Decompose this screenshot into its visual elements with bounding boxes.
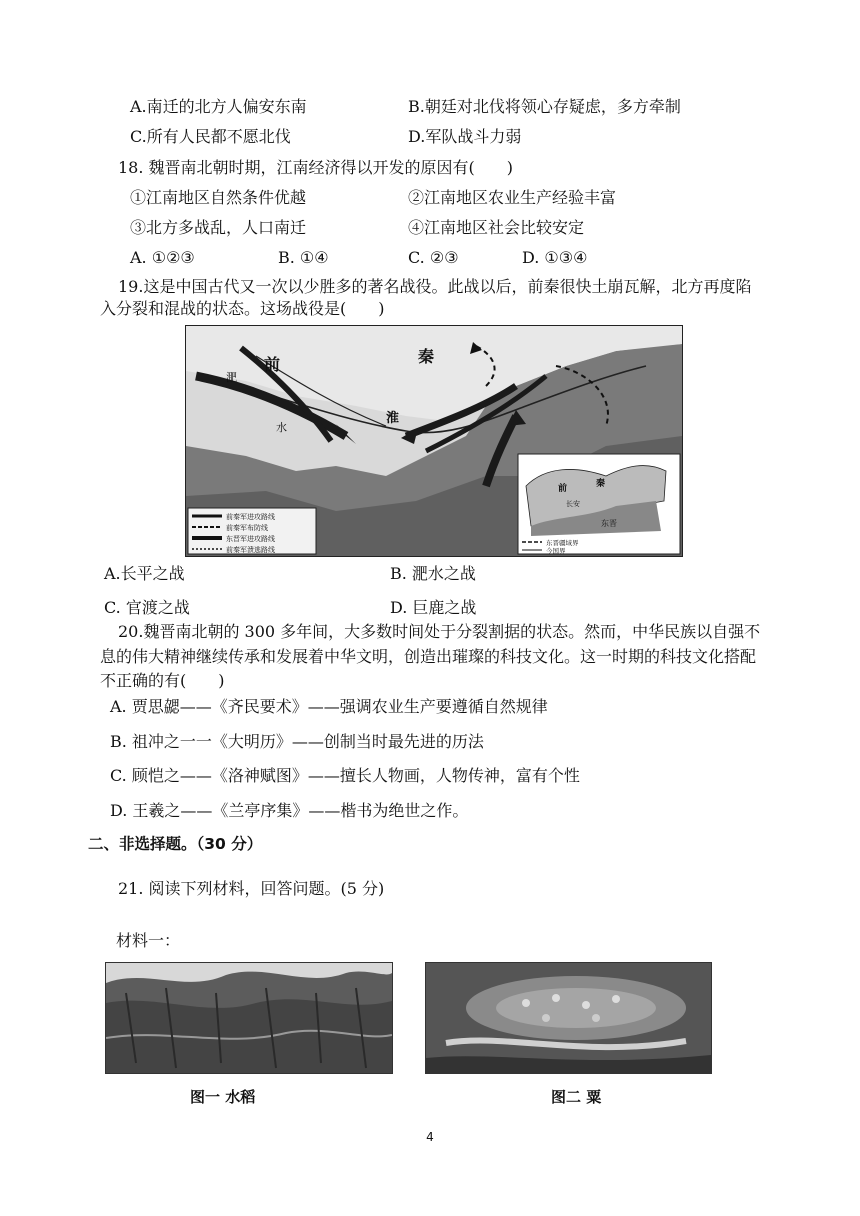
q19-option-a: A.长平之战 bbox=[104, 564, 185, 583]
section-2-title: 二、非选择题。（30 分） bbox=[88, 835, 263, 853]
map-label-shui: 水 bbox=[276, 421, 287, 434]
q18-item-2: ②江南地区农业生产经验丰富 bbox=[408, 188, 617, 207]
q20-option-b: B. 祖冲之一一《大明历》——创制当时最先进的历法 bbox=[110, 732, 484, 751]
legend-label-3: 东晋军进攻路线 bbox=[226, 535, 275, 543]
q20-stem-line-3: 不正确的有( ) bbox=[100, 671, 225, 690]
legend-label-2: 前秦军布防线 bbox=[226, 524, 268, 532]
q18-option-d: D. ①③④ bbox=[522, 248, 588, 267]
q18-option-a: A. ①②③ bbox=[130, 248, 195, 267]
q19-stem-line-2: 入分裂和混战的状态。这场战役是( ) bbox=[100, 299, 385, 318]
q19-stem-line-1: 19.这是中国古代又一次以少胜多的著名战役。此战以后，前秦很快土崩瓦解，北方再度陷 bbox=[118, 277, 752, 296]
q18-option-c: C. ②③ bbox=[408, 248, 459, 267]
legend-label-4: 前秦军溃逃路线 bbox=[226, 546, 275, 554]
inset-label-qin: 秦 bbox=[596, 479, 606, 489]
page-number: 4 bbox=[426, 1130, 434, 1144]
figure-millet-caption: 图二 粟 bbox=[551, 1088, 602, 1106]
inset-label-qian: 前 bbox=[558, 484, 568, 494]
q20-stem-line-2: 息的伟大精神继续传承和发展着中华文明，创造出璀璨的科技文化。这一时期的科技文化搭配 bbox=[100, 647, 757, 666]
battle-map bbox=[185, 325, 683, 557]
q17-option-a: A.南迁的北方人偏安东南 bbox=[130, 97, 307, 116]
inset-legend-label-1: 东晋疆域界 bbox=[546, 539, 579, 547]
q17-option-b: B.朝廷对北伐将领心存疑虑，多方牵制 bbox=[408, 97, 681, 116]
material-one-label: 材料一： bbox=[116, 931, 181, 950]
map-label-qin: 秦 bbox=[418, 347, 435, 366]
legend-label-1: 前秦军进攻路线 bbox=[226, 513, 275, 521]
map-label-qian: 前 bbox=[264, 355, 281, 374]
inset-label-changan: 长安 bbox=[566, 500, 580, 508]
q18-item-1: ①江南地区自然条件优越 bbox=[130, 188, 307, 207]
figure-rice-caption: 图一 水稻 bbox=[190, 1088, 256, 1106]
inset-label-dongjin: 东晋 bbox=[601, 519, 617, 528]
q20-option-c: C. 顾恺之——《洛神赋图》——擅长人物画，人物传神，富有个性 bbox=[110, 766, 580, 785]
q19-option-b: B. 淝水之战 bbox=[390, 564, 476, 583]
q17-option-d: D.军队战斗力弱 bbox=[408, 127, 522, 146]
map-label-huai: 淮 bbox=[386, 411, 400, 426]
q19-option-c: C. 官渡之战 bbox=[104, 598, 190, 617]
inset-legend-label-2: 今国界 bbox=[546, 547, 566, 555]
q18-item-3: ③北方多战乱，人口南迁 bbox=[130, 218, 307, 237]
q18-stem: 18. 魏晋南北朝时期，江南经济得以开发的原因有( ) bbox=[118, 158, 514, 177]
q18-option-b: B. ①④ bbox=[278, 248, 329, 267]
map-label-fei: 淝 bbox=[226, 371, 237, 384]
q20-option-a: A. 贾思勰——《齐民要术》——强调农业生产要遵循自然规律 bbox=[110, 697, 548, 716]
q20-option-d: D. 王羲之——《兰亭序集》——楷书为绝世之作。 bbox=[110, 801, 469, 820]
battle-map-drawing bbox=[186, 326, 682, 556]
figure-rice-photo bbox=[105, 962, 393, 1074]
q19-option-d: D. 巨鹿之战 bbox=[390, 598, 477, 617]
figure-millet-photo bbox=[425, 962, 712, 1074]
q18-item-4: ④江南地区社会比较安定 bbox=[408, 218, 585, 237]
q17-option-c: C.所有人民都不愿北伐 bbox=[130, 127, 291, 146]
q20-stem-line-1: 20.魏晋南北朝的 300 多年间，大多数时间处于分裂割据的状态。然而，中华民族以自强不 bbox=[118, 622, 761, 641]
q21-stem: 21. 阅读下列材料，回答问题。(5 分) bbox=[118, 879, 385, 898]
